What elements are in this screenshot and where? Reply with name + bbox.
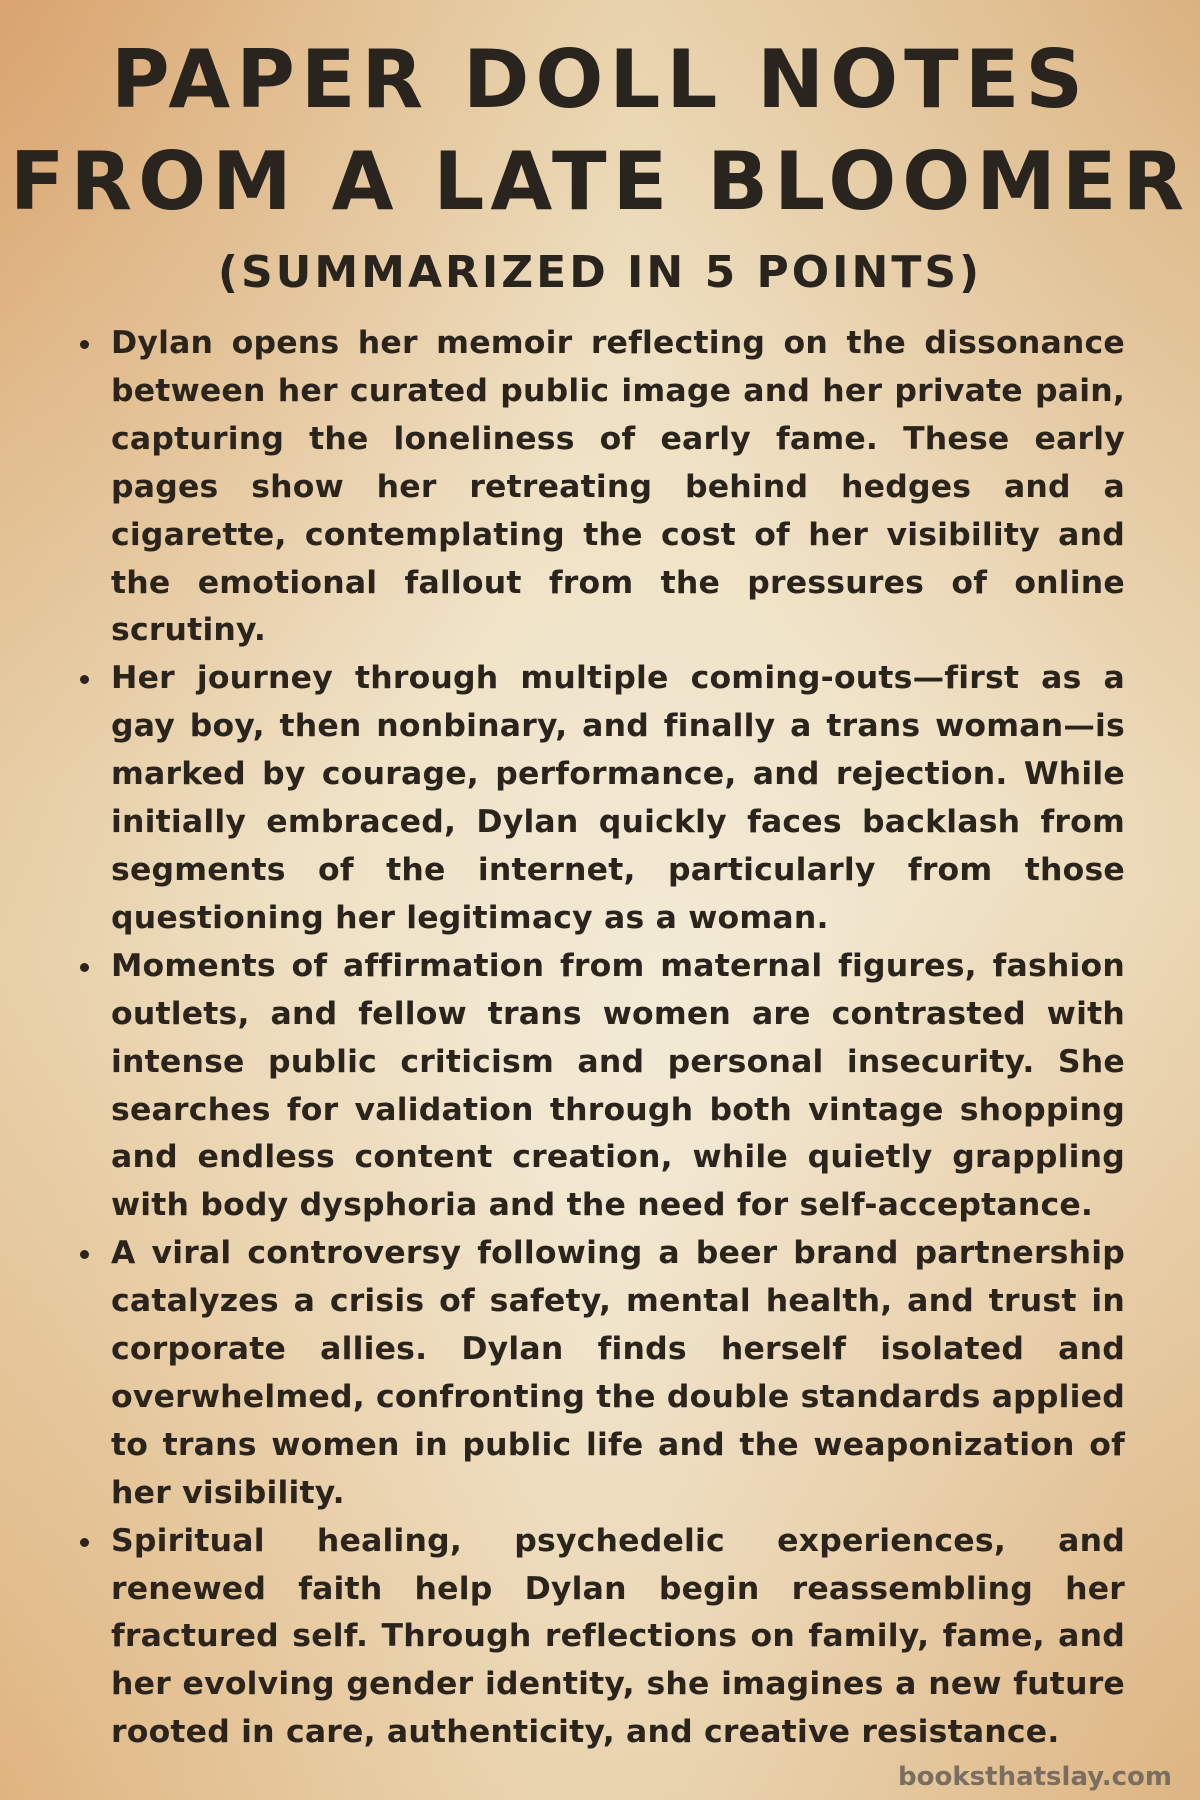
summary-point-text: Moments of affirmation from maternal figures, fashion outlets, and fellow trans women are contrasted with intense public criticism and personal insecurity. She searches for validation through both vintage shopping and endless content creation, while quietly grappling with body dysphoria and the need for self-acceptance.: [111, 947, 1125, 1224]
summary-point-1: [70, 320, 1125, 655]
title-line-2: FROM A LATE BLOOMER: [9, 135, 1191, 228]
bullet-icon: [80, 963, 89, 972]
summary-point-5: [70, 1518, 1125, 1758]
bullet-icon: [80, 1538, 89, 1547]
summary-point-3: [70, 943, 1125, 1230]
summary-point-text: A viral controversy following a beer brand partnership catalyzes a crisis of safety, mental health, and trust in corporate allies. Dylan finds herself isolated and overwhelmed, confronting the double standards applied to trans women in public life and the weaponization of her visibility.: [111, 1235, 1125, 1511]
bullet-icon: [80, 675, 89, 684]
bullet-icon: [80, 1250, 89, 1259]
summary-point-text: Her journey through multiple coming-outs—first as a gay boy, then nonbinary, and finally a trans woman—is marked by courage, performance, and rejection. While initially embraced, Dylan quickly faces backlash from segments of the internet, particularly from those questioning her legitimacy as a woman.: [111, 660, 1125, 936]
summary-point-4: [70, 1230, 1125, 1517]
bullet-icon: [80, 340, 89, 349]
site-watermark: booksthatslay.com: [898, 1762, 1172, 1792]
summary-points-list: [70, 320, 1125, 1757]
summary-point-text: Spiritual healing, psychedelic experiences, and renewed faith help Dylan begin reassembling her fractured self. Through reflections on family, fame, and her evolving gender identity, she imagines a new future rooted in care, authenticity, and creative resistance.: [111, 1522, 1125, 1751]
summary-point-text: Dylan opens her memoir reflecting on the dissonance between her curated public image and her private pain, capturing the loneliness of early fame. These early pages show her retreating behind hedges and a cigarette, contemplating the cost of her visibility and the emotional fallout from the pressures of online scrutiny.: [111, 325, 1125, 649]
title-line-1: PAPER DOLL NOTES: [111, 33, 1089, 126]
summary-point-2: [70, 655, 1125, 942]
subtitle: (SUMMARIZED IN 5 POINTS): [217, 247, 983, 298]
